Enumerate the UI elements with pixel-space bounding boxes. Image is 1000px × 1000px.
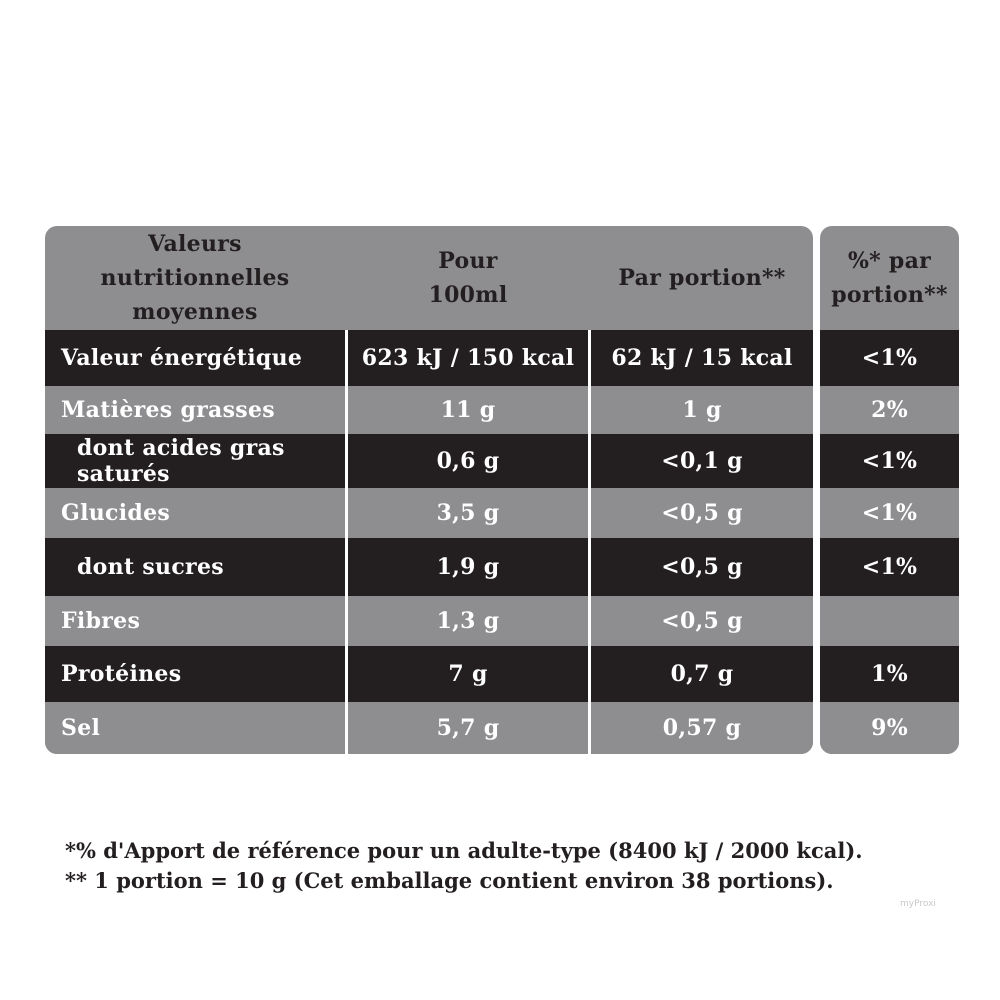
- row-portion: 62 kJ / 15 kcal: [611, 345, 793, 371]
- row-portion: 0,57 g: [662, 715, 742, 741]
- row-label: Sel: [61, 715, 101, 741]
- table-row: [45, 488, 813, 538]
- row-per100: 623 kJ / 150 kcal: [361, 345, 575, 371]
- row-pct: 1%: [871, 661, 908, 687]
- column-divider: [345, 330, 348, 754]
- header-label: [55, 226, 335, 330]
- header-label-line1: Valeurs nutritionnelles: [100, 230, 290, 291]
- row-pct: [820, 596, 959, 646]
- footnotes: [65, 836, 945, 897]
- table-row: [45, 646, 813, 702]
- row-per100: 3,5 g: [436, 500, 500, 526]
- header-pct-line2: portion**: [831, 282, 948, 308]
- row-label: Fibres: [61, 608, 141, 634]
- pct-row: [820, 702, 959, 754]
- row-pct: <1%: [861, 345, 918, 371]
- header-pct: [820, 226, 959, 330]
- row-per100: 5,7 g: [436, 715, 500, 741]
- table-row: [45, 386, 813, 434]
- header-portion: Par portion**: [618, 264, 786, 291]
- pct-header: [820, 226, 959, 330]
- row-pct: <1%: [861, 448, 918, 474]
- nutrition-table: [45, 226, 813, 754]
- pct-row: [820, 488, 959, 538]
- pct-row: [820, 596, 959, 646]
- table-header: [45, 226, 813, 330]
- header-per100-line2: 100ml: [428, 282, 508, 308]
- row-label: dont sucres: [77, 554, 224, 580]
- row-pct: 9%: [871, 715, 908, 741]
- row-label: Valeur énergétique: [61, 345, 303, 371]
- table-row: [45, 596, 813, 646]
- table-row: [45, 702, 813, 754]
- footnote-2: ** 1 portion = 10 g (Cet emballage contient environ 38 portions).: [65, 868, 834, 894]
- table-row: [45, 538, 813, 596]
- table-row: [45, 434, 813, 488]
- row-label: Matières grasses: [61, 397, 275, 423]
- row-per100: 7 g: [448, 661, 488, 687]
- row-label: Protéines: [61, 661, 182, 687]
- row-per100: 1,9 g: [436, 554, 500, 580]
- row-per100: 1,3 g: [436, 608, 500, 634]
- percentage-panel: [820, 226, 959, 754]
- row-label: Glucides: [61, 500, 171, 526]
- header-per100-line1: Pour: [438, 247, 498, 274]
- pct-row: [820, 434, 959, 488]
- row-pct: <1%: [861, 500, 918, 526]
- header-pct-line1: %* par: [847, 247, 932, 274]
- pct-row: [820, 538, 959, 596]
- header-per100: [348, 226, 588, 330]
- row-portion: <0,5 g: [661, 500, 743, 526]
- row-portion: <0,5 g: [661, 554, 743, 580]
- column-divider: [588, 330, 591, 754]
- pct-row: [820, 646, 959, 702]
- pct-row: [820, 386, 959, 434]
- table-row: [45, 330, 813, 386]
- header-label-line2: moyennes: [132, 299, 258, 326]
- pct-row: [820, 330, 959, 386]
- row-portion: 1 g: [682, 397, 722, 423]
- row-pct: 2%: [871, 397, 908, 423]
- row-pct: <1%: [861, 554, 918, 580]
- row-portion: <0,5 g: [661, 608, 743, 634]
- row-per100: 11 g: [440, 397, 496, 423]
- row-portion: <0,1 g: [661, 448, 743, 474]
- row-per100: 0,6 g: [436, 448, 500, 474]
- row-portion: 0,7 g: [670, 661, 734, 687]
- footnote-1: *% d'Apport de référence pour un adulte-type (8400 kJ / 2000 kcal).: [65, 838, 863, 863]
- watermark: myProxi: [900, 899, 936, 909]
- row-label: dont acides gras saturés: [77, 435, 285, 487]
